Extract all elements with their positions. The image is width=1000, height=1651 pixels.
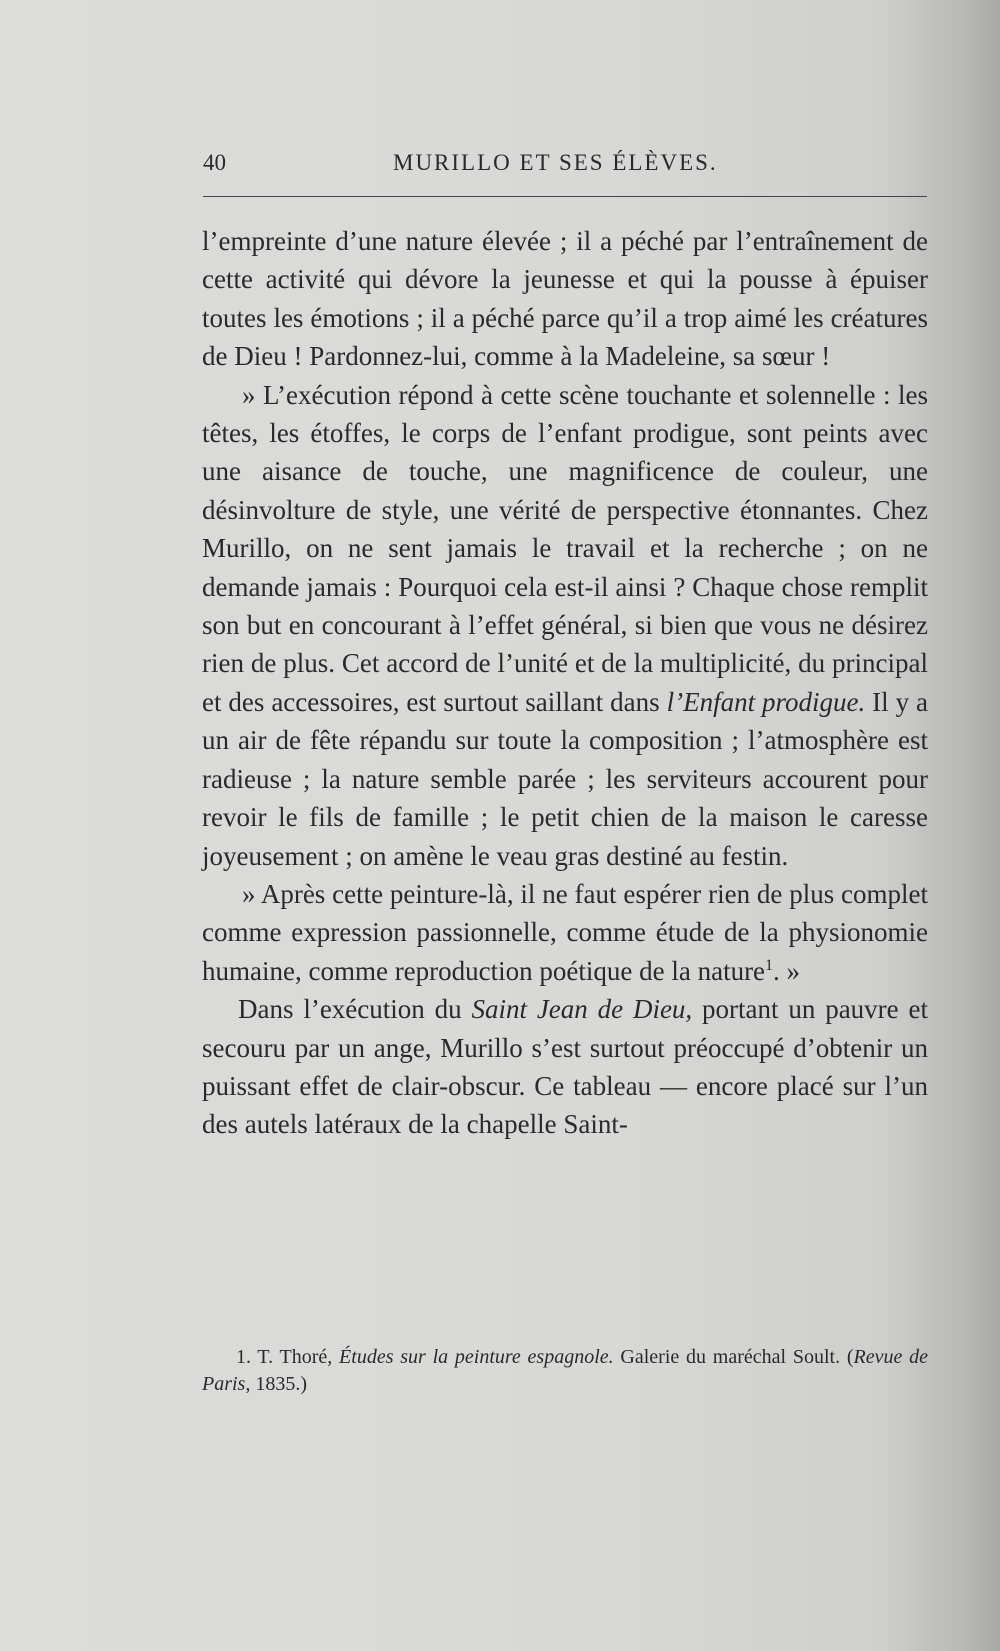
paragraph-2 xyxy=(202,376,928,875)
paragraph-1: l’empreinte d’une nature élevée ; il a péché par l’entraînement de cette activité qui dévore la jeunesse et qui la pousse à épuiser toutes les émotions ; il a péché parce qu’il a trop aimé les créatures de Dieu ! Pardonnez-lui, comme à la Madeleine, sa sœur ! xyxy=(202,226,928,372)
paragraph-2-text-b: Il y a un air de fête répandu sur toute la composition ; l’atmosphère est radieuse ; la nature semble parée ; les serviteurs accourent pour revoir le fils de famille ; le petit chien de la maison le caresse joyeusement ; on amène le veau gras destiné au festin. xyxy=(202,686,928,871)
footnote-work-title: Études sur la peinture espagnole. xyxy=(339,1346,614,1368)
paragraph-3-text: » Après cette peinture-là, il ne faut espérer rien de plus complet comme expression passionnelle, comme étude de la physionomie humaine, comme reproduction poétique de la nature xyxy=(202,878,928,986)
footnote-1 xyxy=(202,1344,928,1398)
paragraph-4-text-b: portant un pauvre et secouru par un ange, Murillo s’est surtout préoccupé d’obtenir un puissant effet de clair-obscur. Ce tableau — encore placé sur l’un des autels latéraux de la chapelle Saint- xyxy=(202,994,928,1140)
footnote-reference[interactable]: 1 xyxy=(765,956,774,974)
footnote-number: 1. xyxy=(236,1346,251,1368)
footnote-source-title: Revue de Paris, xyxy=(202,1346,928,1395)
paragraph-2-italic-title: l’Enfant prodigue. xyxy=(666,686,866,717)
footnote-middle: Galerie du maréchal Soult. xyxy=(613,1346,847,1368)
paragraph-4-text-a: Dans l’exécution du xyxy=(238,994,472,1025)
body-text xyxy=(202,222,928,1144)
paragraph-4-italic-title: Saint Jean de Dieu, xyxy=(471,994,693,1025)
running-header xyxy=(203,150,927,180)
footnote-source-open: ( xyxy=(846,1346,854,1368)
paragraph-4 xyxy=(202,990,928,1144)
footnote-author: T. Thoré, xyxy=(251,1346,340,1368)
footnote-source-close: 1835.) xyxy=(250,1373,308,1395)
paragraph-3 xyxy=(202,875,928,990)
footnote xyxy=(202,1344,928,1398)
paragraph-2-text-a: » L’exécution répond à cette scène touchante et solennelle : les têtes, les étoffes, le corps de l’enfant prodigue, sont peints avec une aisance de touche, une magnificence de couleur, une désinvolture de style, une vérité de perspective étonnantes. Chez Murillo, on ne sent jamais le travail et la recherche ; on ne demande jamais : Pourquoi cela est-il ainsi ? Chaque chose remplit son but en concourant à l’effet général, si bien que vous ne désirez rien de plus. Cet accord de l’unité et de la multiplicité, du principal et des accessoires, est surtout saillant dans xyxy=(202,379,928,717)
page-number: 40 xyxy=(203,150,226,175)
header-rule xyxy=(203,196,927,197)
paragraph-3-closing: . » xyxy=(773,955,801,986)
running-title: MURILLO ET SES ÉLÈVES. xyxy=(393,150,718,175)
